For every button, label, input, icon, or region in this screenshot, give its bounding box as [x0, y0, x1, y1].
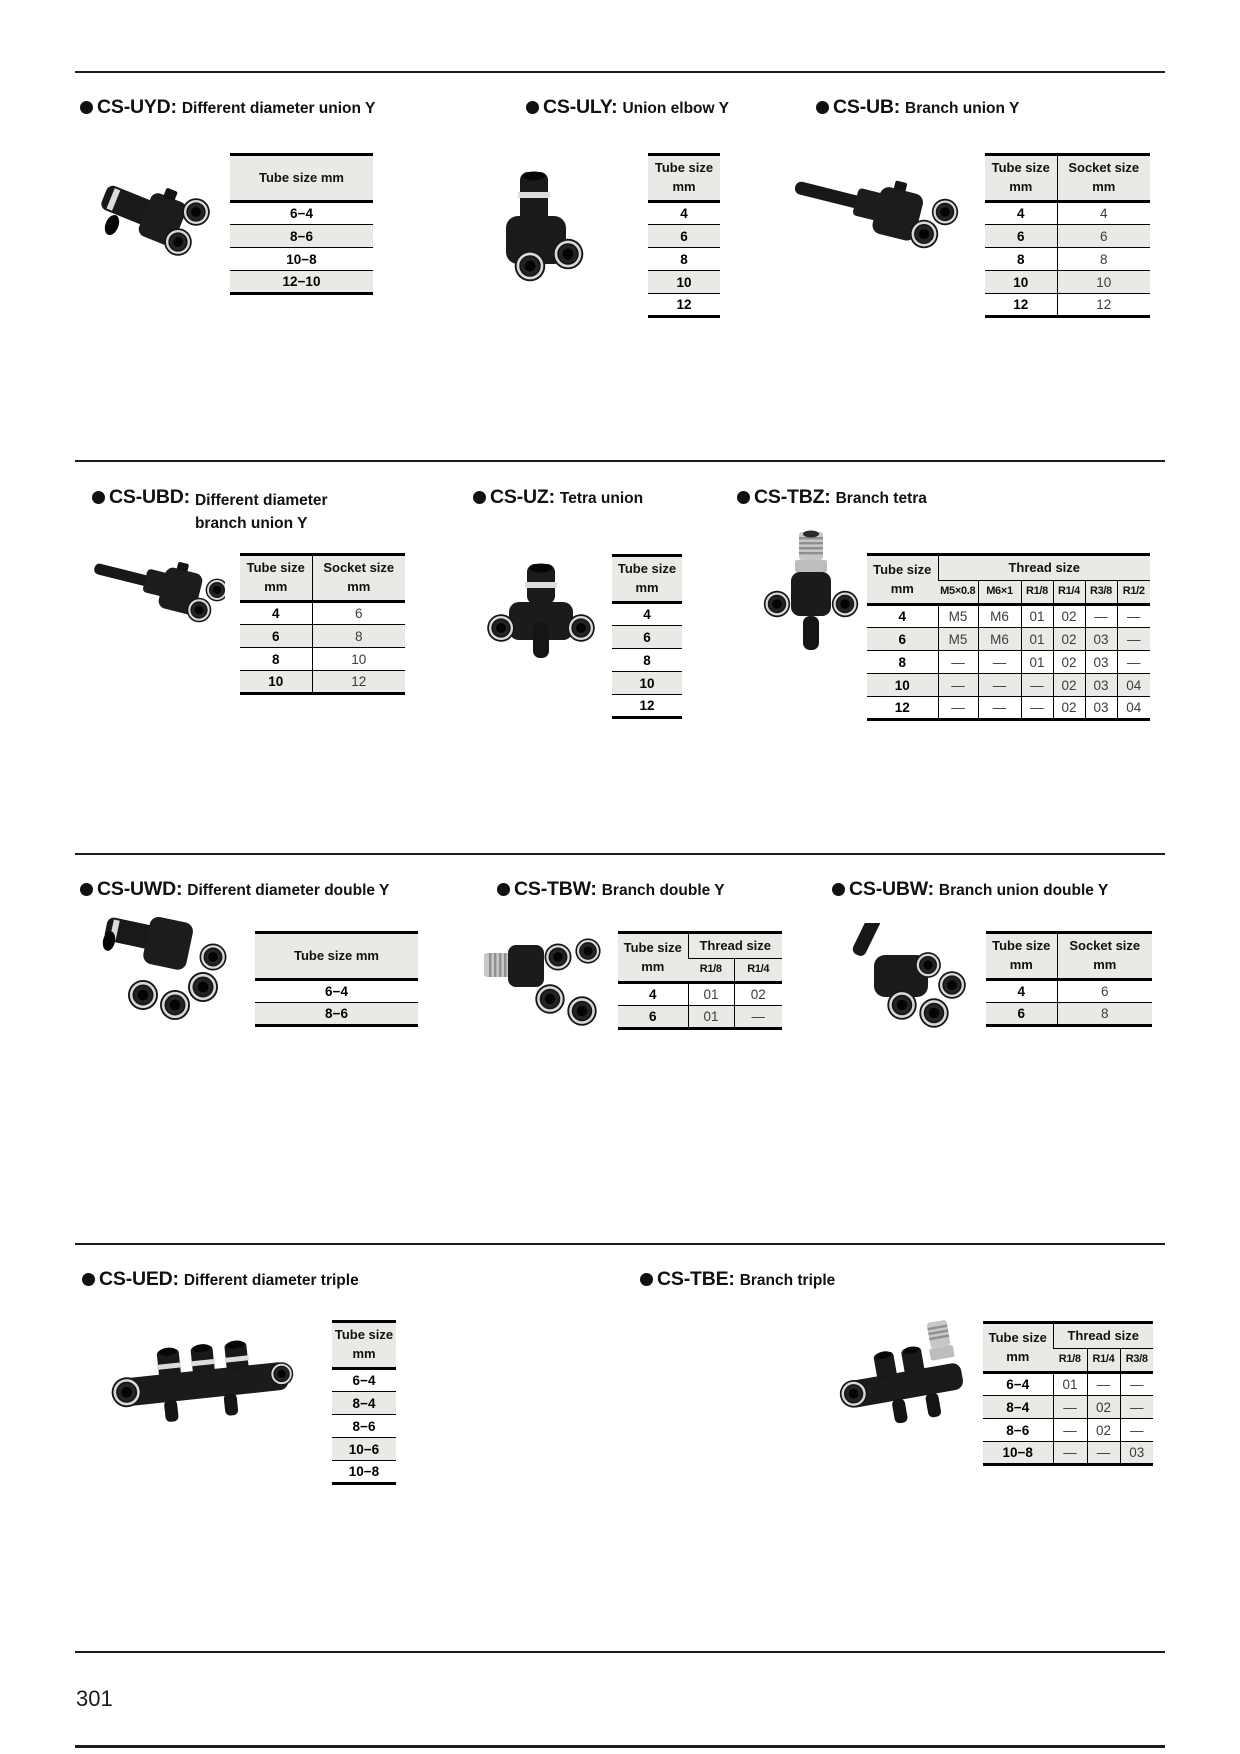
table-cell: 10−8 [1002, 1445, 1033, 1460]
table-cell: 01 [688, 983, 734, 1006]
table-cell: 02 [1087, 1396, 1120, 1419]
table-row [983, 1419, 1153, 1442]
table-cell: 03 [1085, 628, 1117, 651]
table-row [986, 1003, 1152, 1026]
sub-column-header: M6×1 [978, 581, 1021, 605]
product-description: Union elbow Y [622, 100, 729, 117]
bullet-icon [80, 101, 93, 114]
sub-column-header: M5×0.8 [938, 581, 978, 605]
table-cell: — [1087, 1442, 1120, 1465]
column-header: Tube size mm [240, 555, 312, 602]
spec-table [240, 553, 405, 695]
table-cell: — [1117, 628, 1150, 651]
table-cell: 8−6 [1006, 1422, 1030, 1438]
table-cell: 02 [1087, 1419, 1120, 1442]
table-cell: 6 [1057, 980, 1152, 1003]
table-cell: 02 [1053, 651, 1085, 674]
table-cell: — [1117, 605, 1150, 628]
table-cell: 02 [734, 983, 782, 1006]
section-heading-cs-uwd [80, 878, 389, 901]
product-description: Different diameter triple [183, 1272, 359, 1289]
table-cell: — [1120, 1396, 1153, 1419]
table-row [230, 202, 373, 225]
table-row [867, 674, 1150, 697]
table-cell: 8 [312, 625, 405, 648]
table-row [230, 271, 373, 294]
table-cell: 10−6 [348, 1441, 380, 1457]
table-cell: — [1021, 674, 1053, 697]
table-cell: 02 [1053, 628, 1085, 651]
cs-uyd-spec-table [230, 153, 373, 295]
cs-uz-spec-table [612, 554, 682, 719]
cs-ub-product-image [788, 168, 963, 270]
spec-table [332, 1320, 396, 1485]
table-cell: 8 [1016, 251, 1025, 267]
section-heading-cs-ubw [832, 878, 1108, 901]
product-description: Branch tetra [835, 490, 927, 507]
table-cell: — [938, 697, 978, 720]
bullet-icon [816, 101, 829, 114]
table-cell: 8 [1057, 248, 1150, 271]
product-code: CS-ULY: [543, 96, 618, 118]
table-cell: 03 [1085, 697, 1117, 720]
product-description: Branch double Y [601, 882, 725, 899]
table-cell: 6−4 [290, 206, 313, 221]
table-cell: M6 [978, 605, 1021, 628]
sub-column-header: R1/8 [688, 959, 734, 983]
section-heading-cs-uyd [80, 96, 375, 119]
cs-uwd-spec-table [255, 931, 418, 1027]
cs-uz-product-image [475, 562, 610, 662]
table-row [983, 1396, 1153, 1419]
column-header: Tube size mm [867, 555, 938, 605]
table-row [985, 225, 1150, 248]
table-cell: 4 [1017, 984, 1025, 999]
table-row [867, 605, 1150, 628]
spec-table [618, 931, 782, 1030]
table-cell: — [1085, 605, 1117, 628]
cs-ued-product-image [100, 1322, 310, 1430]
column-header: Socket size mm [1057, 155, 1150, 202]
table-cell: 01 [1021, 651, 1053, 674]
product-code: CS-UWD: [97, 878, 183, 900]
table-cell: 4 [648, 987, 657, 1002]
table-row [332, 1369, 396, 1392]
spec-table [648, 153, 720, 318]
table-cell: 04 [1117, 697, 1150, 720]
sub-column-header: R3/8 [1085, 581, 1117, 605]
cs-tbz-spec-table [867, 553, 1150, 721]
table-cell: 6 [643, 629, 651, 645]
table-cell: — [734, 1006, 782, 1029]
table-cell: — [1053, 1396, 1087, 1419]
table-row [612, 603, 682, 626]
table-cell: 12 [639, 698, 655, 713]
cs-tbw-spec-table [618, 931, 782, 1030]
table-cell: — [978, 697, 1021, 720]
column-header: Tube size mm [986, 933, 1057, 980]
table-row [332, 1461, 396, 1484]
table-cell: 4 [680, 206, 688, 221]
table-cell: 03 [1085, 651, 1117, 674]
product-code: CS-TBZ: [754, 486, 831, 508]
product-code: CS-UBD: [109, 486, 190, 508]
table-cell: 8 [271, 651, 280, 667]
table-row [240, 602, 405, 625]
product-code: CS-UB: [833, 96, 901, 118]
column-header: Tube size mm [332, 1322, 396, 1369]
cs-ued-spec-table [332, 1320, 396, 1485]
group-header: Thread size [688, 933, 782, 959]
table-cell: 01 [1021, 605, 1053, 628]
bullet-icon [737, 491, 750, 504]
table-cell: 6 [680, 228, 688, 244]
table-cell: 6 [271, 628, 280, 644]
product-code: CS-TBW: [514, 878, 597, 900]
section-heading-cs-ub [816, 96, 1019, 119]
product-description: Different diameter union Y [181, 100, 376, 117]
cs-ub-spec-table [985, 153, 1150, 318]
cs-uly-product-image [488, 166, 603, 288]
bullet-icon [82, 1273, 95, 1286]
table-cell: 10 [1057, 271, 1150, 294]
table-row [618, 983, 782, 1006]
table-cell: — [1117, 651, 1150, 674]
table-cell: 6 [312, 602, 405, 625]
table-cell: 10 [894, 677, 910, 693]
table-cell: 6 [1016, 228, 1025, 244]
table-row [612, 672, 682, 695]
table-row [255, 1003, 418, 1026]
table-cell: 10 [639, 675, 655, 691]
table-cell: 10 [312, 648, 405, 671]
table-cell: 4 [1016, 206, 1025, 221]
bullet-icon [80, 883, 93, 896]
table-cell: 02 [1053, 674, 1085, 697]
table-cell: 6 [1057, 225, 1150, 248]
bullet-icon [526, 101, 539, 114]
table-cell: 01 [688, 1006, 734, 1029]
table-row [648, 294, 720, 317]
table-row [648, 248, 720, 271]
table-cell: 6 [898, 631, 906, 647]
table-cell: M5 [938, 628, 978, 651]
product-code: CS-UBW: [849, 878, 934, 900]
table-cell: 10 [1013, 274, 1029, 290]
table-row [648, 225, 720, 248]
table-row [867, 651, 1150, 674]
cs-ubw-product-image [812, 923, 982, 1035]
sub-column-header: R1/2 [1117, 581, 1150, 605]
sub-column-header: R1/4 [1087, 1349, 1120, 1373]
table-cell: 4 [643, 607, 651, 622]
table-row [985, 271, 1150, 294]
table-cell: M6 [978, 628, 1021, 651]
table-row [985, 248, 1150, 271]
table-cell: 8 [898, 654, 906, 670]
table-cell: — [978, 651, 1021, 674]
section-heading-cs-tbe [640, 1268, 835, 1291]
table-cell: 03 [1085, 674, 1117, 697]
table-cell: — [1053, 1442, 1087, 1465]
table-row [240, 625, 405, 648]
table-cell: 10−8 [286, 251, 317, 267]
spec-table [612, 554, 682, 719]
table-row [612, 626, 682, 649]
sub-column-header: R3/8 [1120, 1349, 1153, 1373]
product-description: Tetra union [559, 490, 644, 507]
table-row [230, 225, 373, 248]
cs-tbw-product-image [478, 923, 603, 1031]
divider-rule [75, 460, 1165, 462]
product-code: CS-TBE: [657, 1268, 735, 1290]
table-cell: 4 [1057, 202, 1150, 225]
table-row [867, 697, 1150, 720]
sub-column-header: R1/8 [1021, 581, 1053, 605]
table-cell: — [978, 674, 1021, 697]
table-row [618, 1006, 782, 1029]
column-header: Tube size mm [985, 155, 1057, 202]
bullet-icon [473, 491, 486, 504]
table-cell: 10−8 [348, 1464, 380, 1479]
table-cell: — [1021, 697, 1053, 720]
table-cell: 12 [312, 671, 405, 694]
table-cell: 8−6 [290, 228, 313, 244]
table-row [332, 1415, 396, 1438]
table-cell: 04 [1117, 674, 1150, 697]
table-cell: 8−6 [352, 1418, 376, 1434]
column-header: Socket size mm [312, 555, 405, 602]
table-row [240, 648, 405, 671]
section-heading-cs-ued [82, 1268, 359, 1291]
product-code: CS-UED: [99, 1268, 179, 1290]
column-header: Tube size mm [612, 556, 682, 603]
table-cell: 12 [1013, 297, 1029, 312]
group-header: Thread size [938, 555, 1150, 581]
column-header: Tube size mm [255, 933, 418, 980]
table-cell: M5 [938, 605, 978, 628]
table-cell: 8 [680, 251, 688, 267]
spec-table [986, 931, 1152, 1027]
table-row [983, 1442, 1153, 1465]
column-header: Tube size mm [618, 933, 688, 983]
cs-ubd-product-image [85, 548, 225, 648]
divider-rule [75, 71, 1165, 73]
table-row [648, 271, 720, 294]
group-header: Thread size [1053, 1323, 1153, 1349]
section-heading-cs-uz [473, 486, 643, 509]
cs-uyd-product-image [100, 168, 225, 268]
table-row [332, 1392, 396, 1415]
cs-uly-spec-table [648, 153, 720, 318]
divider-rule [75, 1651, 1165, 1653]
bullet-icon [497, 883, 510, 896]
table-row [612, 649, 682, 672]
sub-column-header: R1/4 [734, 959, 782, 983]
table-cell: 01 [1053, 1373, 1087, 1396]
table-cell: 12 [1057, 294, 1150, 317]
table-cell: — [1120, 1373, 1153, 1396]
table-row [612, 695, 682, 718]
cs-tbe-product-image [838, 1310, 968, 1445]
sub-column-header: R1/4 [1053, 581, 1085, 605]
product-description: Different diameter branch union Y [194, 492, 328, 533]
section-heading-cs-tbz [737, 486, 927, 509]
table-cell: 02 [1053, 605, 1085, 628]
section-heading-cs-uly [526, 96, 729, 119]
spec-table [255, 931, 418, 1027]
product-description: Branch union Y [905, 100, 1020, 117]
table-cell: — [1053, 1419, 1087, 1442]
table-cell: 12 [894, 700, 910, 715]
page-number: 301 [76, 1686, 113, 1711]
table-row [648, 202, 720, 225]
table-cell: 4 [271, 606, 280, 621]
table-cell: — [938, 651, 978, 674]
table-row [240, 671, 405, 694]
table-row [985, 202, 1150, 225]
table-cell: 12 [676, 297, 692, 312]
table-cell: 8−6 [325, 1006, 348, 1021]
table-cell: 02 [1053, 697, 1085, 720]
table-row [986, 980, 1152, 1003]
table-row [985, 294, 1150, 317]
cs-ubw-spec-table [986, 931, 1152, 1027]
bullet-icon [92, 491, 105, 504]
product-description: Different diameter double Y [187, 882, 390, 899]
table-cell: 6−4 [352, 1373, 376, 1388]
table-cell: — [1120, 1419, 1153, 1442]
table-row [867, 628, 1150, 651]
table-cell: 03 [1120, 1442, 1153, 1465]
cs-tbz-product-image [755, 528, 865, 663]
divider-rule [75, 1243, 1165, 1245]
spec-table [983, 1321, 1153, 1466]
table-cell: 6−4 [1006, 1377, 1030, 1392]
table-row [983, 1373, 1153, 1396]
bottom-edge-rule [75, 1745, 1165, 1748]
bullet-icon [832, 883, 845, 896]
spec-table [985, 153, 1150, 318]
table-cell: 12−10 [282, 274, 321, 289]
column-header: Tube size mm [230, 155, 373, 202]
table-cell: 6−4 [325, 984, 348, 999]
table-cell: 6 [648, 1009, 657, 1024]
table-cell: 8−4 [352, 1395, 376, 1411]
cs-ubd-spec-table [240, 553, 405, 695]
table-cell: 01 [1021, 628, 1053, 651]
table-cell: — [1087, 1373, 1120, 1396]
column-header: Tube size mm [648, 155, 720, 202]
spec-table [867, 553, 1150, 721]
table-row [332, 1438, 396, 1461]
table-row [230, 248, 373, 271]
section-heading-cs-ubd [92, 486, 328, 536]
table-cell: 4 [898, 609, 906, 624]
section-heading-cs-tbw [497, 878, 725, 901]
cs-uwd-product-image [95, 903, 235, 1025]
divider-rule [75, 853, 1165, 855]
column-header: Socket size mm [1057, 933, 1152, 980]
product-description: Branch union double Y [938, 882, 1109, 899]
bullet-icon [640, 1273, 653, 1286]
table-row [255, 980, 418, 1003]
column-header: Tube size mm [983, 1323, 1053, 1373]
table-cell: 10 [676, 274, 692, 290]
table-cell: — [938, 674, 978, 697]
product-code: CS-UYD: [97, 96, 177, 118]
table-cell: 8 [643, 652, 651, 668]
table-cell: 10 [268, 674, 284, 689]
spec-table [230, 153, 373, 295]
product-description: Branch triple [739, 1272, 836, 1289]
table-cell: 6 [1017, 1006, 1025, 1021]
table-cell: 8−4 [1006, 1399, 1030, 1415]
table-cell: 8 [1057, 1003, 1152, 1026]
cs-tbe-spec-table [983, 1321, 1153, 1466]
product-code: CS-UZ: [490, 486, 555, 508]
sub-column-header: R1/8 [1053, 1349, 1087, 1373]
